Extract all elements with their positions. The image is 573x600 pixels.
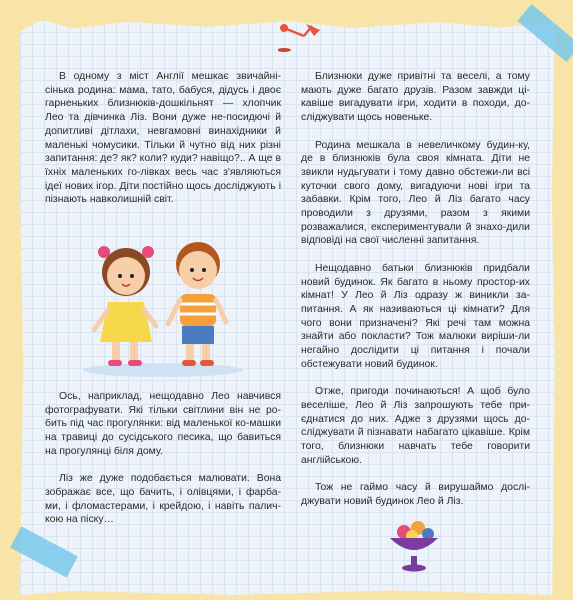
paragraph: Ось, наприклад, нещодавно Лео навчився фотографувати. Які тільки світлини він не ро-бить під час прогулянки: від маленької ко-машки на травиці до сусідського песика, що бавиться на прогулянці біля дому. [45, 391, 281, 457]
girl-figure [94, 246, 156, 366]
paragraph: В одному з міст Англії мешкає звичайні-сінька родина: мама, тато, бабуся, дідусь і двоє гарненьких близнюків-дошкільнят — хлопчик Лео та дівчинка Ліз. Вони дуже не-посидючі й допитливі дітлахи, невгамовні винахідники й маленькі чомусики. Тільки й чутно від них різні запитання: де? як? коли? куди? навіщо?.. А ще в їхніх маленьких го-лівках весь час з'являються ідеї нових ігор. Діти постійно щось досліджують і пізнають навколишній світ. [45, 71, 281, 206]
twins-illustration [78, 230, 248, 380]
paragraph: Ліз же дуже подобається малювати. Вона зображає все, що бачить, і олівцями, і фарба-ми, і фломастерами, і крейдою, і навіть палич-кою на піску… [45, 473, 281, 526]
left-column-top [45, 70, 281, 221]
paragraph: Родина мешкала в невеличкому будин-ку, де в близнюків була своя кімната. Діти не звикли нудьгувати і тому давно обстежи-ли всі куточки свого дому, вигадуючи нові ігри та забавки. Крім того, Лео й Ліз багато часу проводили з друзями, разом з якими розважалися, експериментували й знахо-дили відповіді на свої численні запитання. [301, 139, 530, 247]
left-column-bottom [45, 390, 281, 541]
paragraph: Отже, пригоди починаються! А щоб було веселіше, Лео й Ліз запрошують тебе при-єднатися до них. Адже з друзями щось до-сліджувати й пізнавати набагато цікавіше. Крім того, близнюки навчать тебе говорити англійською. [301, 386, 530, 466]
candy-bowl-icon [382, 518, 446, 576]
desk-lamp-icon [278, 22, 324, 54]
paragraph: Тож не гаймо часу й вирушаймо дослі-джувати новий будинок Лео й Ліз. [301, 482, 530, 507]
boy-figure [168, 242, 226, 366]
paragraph: Нещодавно батьки близнюків придбали новий будинок. Як багато в ньому простор-их кімнат! У Лео й Ліз одразу ж виникли за-питання. А як називаються ці кімнати? Для чого вони призначені? Які речі там можна знайти або покласти? Тож малюки виріши-ли негайно дослідити ці питання і почали обстежувати новий будинок. [301, 262, 530, 370]
paragraph: Близнюки дуже привітні та веселі, а тому мають дуже багато друзів. Разом завжди ці-кавіше вигадувати ігри, ходити в походи, до-сліджувати щось новеньке. [301, 71, 530, 124]
right-column [301, 70, 530, 522]
